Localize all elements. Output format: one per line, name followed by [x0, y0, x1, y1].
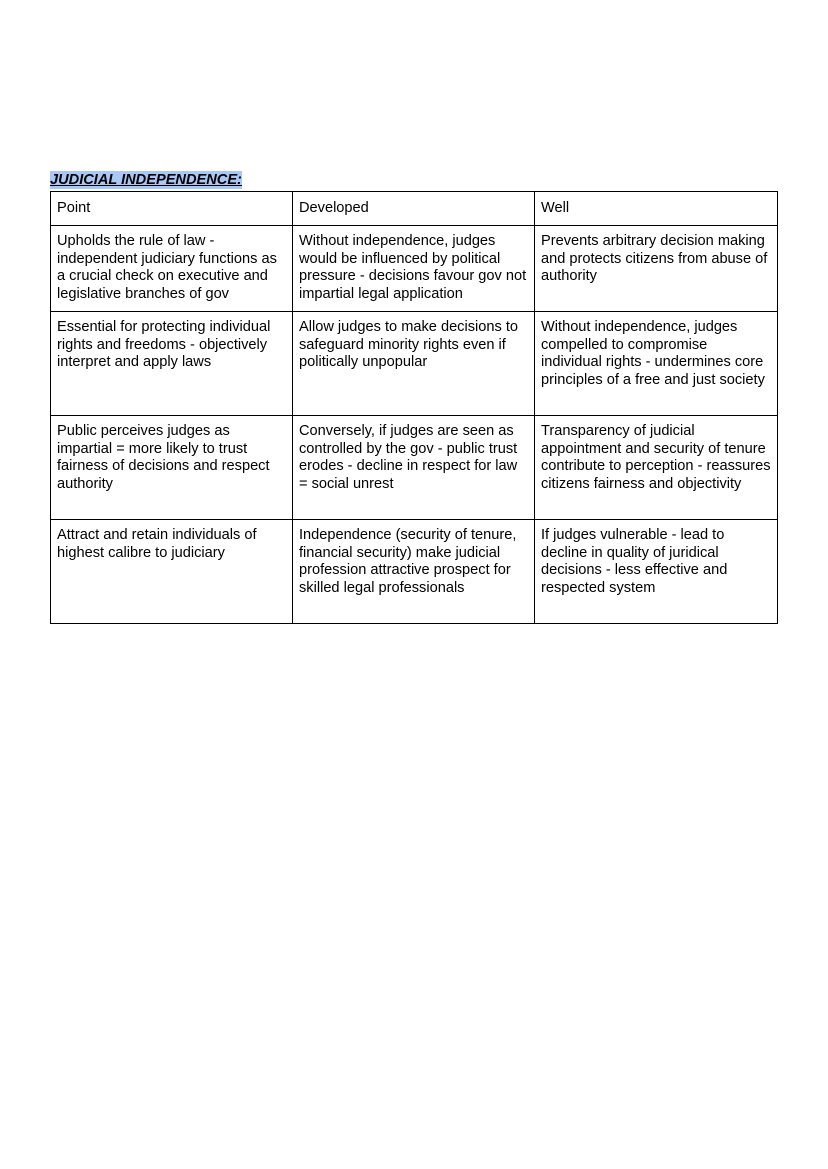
- cell-well: If judges vulnerable - lead to decline in quality of juridical decisions - less effective and respected system: [535, 520, 778, 624]
- heading-container: [50, 170, 242, 190]
- cell-point: Attract and retain individuals of highest calibre to judiciary: [51, 520, 293, 624]
- cell-point: Public perceives judges as impartial = more likely to trust fairness of decisions and respect authority: [51, 416, 293, 520]
- table-row: [51, 416, 778, 520]
- cell-developed: Without independence, judges would be influenced by political pressure - decisions favour gov not impartial legal application: [293, 226, 535, 312]
- column-header-developed: Developed: [293, 192, 535, 226]
- cell-developed: Conversely, if judges are seen as controlled by the gov - public trust erodes - decline in respect for law = social unrest: [293, 416, 535, 520]
- table-row: [51, 226, 778, 312]
- document-heading: JUDICIAL INDEPENDENCE:: [50, 172, 242, 188]
- cell-well: Prevents arbitrary decision making and protects citizens from abuse of authority: [535, 226, 778, 312]
- table-row: [51, 312, 778, 416]
- cell-well: Transparency of judicial appointment and security of tenure contribute to perception - reassures citizens fairness and objectivity: [535, 416, 778, 520]
- table-header-row: [51, 192, 778, 226]
- cell-point: Essential for protecting individual rights and freedoms - objectively interpret and apply laws: [51, 312, 293, 416]
- cell-developed: Independence (security of tenure, financial security) make judicial profession attractive prospect for skilled legal professionals: [293, 520, 535, 624]
- cell-well: Without independence, judges compelled to compromise individual rights - undermines core principles of a free and just society: [535, 312, 778, 416]
- column-header-point: Point: [51, 192, 293, 226]
- table-row: [51, 520, 778, 624]
- cell-point: Upholds the rule of law - independent judiciary functions as a crucial check on executive and legislative branches of gov: [51, 226, 293, 312]
- column-header-well: Well: [535, 192, 778, 226]
- cell-developed: Allow judges to make decisions to safeguard minority rights even if politically unpopular: [293, 312, 535, 416]
- notes-table: [50, 191, 778, 624]
